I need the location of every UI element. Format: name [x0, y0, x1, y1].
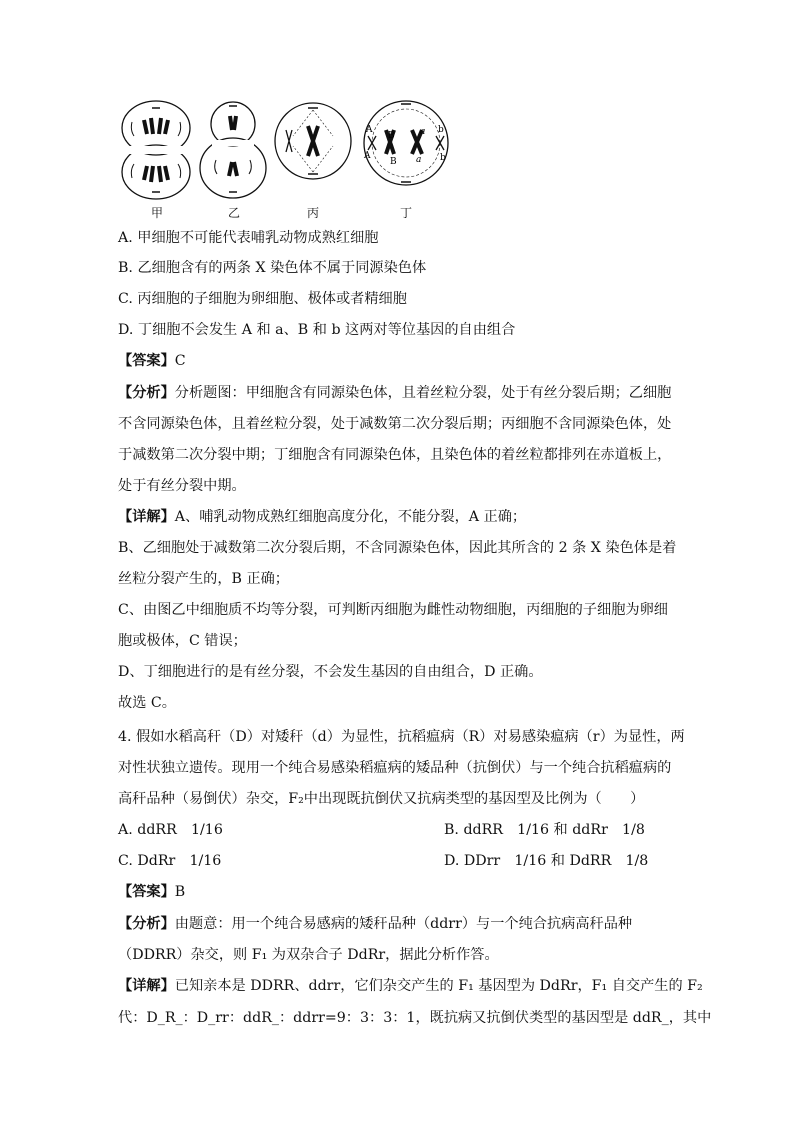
- answer-value: C: [174, 353, 186, 369]
- q3-option-d: D. 丁细胞不会发生 A 和 a、B 和 b 这两对等位基因的自由组合: [118, 322, 516, 338]
- q4-option-c: C. DdRr 1/16: [118, 853, 222, 869]
- detail-tag: 【详解】: [118, 978, 175, 994]
- analysis-text: 由题意：用一个纯合易感病的矮秆品种（ddrr）与一个纯合抗病高秆品种: [174, 916, 633, 932]
- q3-detail-line-3: 丝粒分裂产生的，B 正确；: [118, 571, 289, 587]
- caption-jia: 甲: [150, 206, 163, 220]
- q4-analysis-line-2: （DDRR）杂交，则 F₁ 为双杂合子 DdRr，据此分析作答。: [118, 947, 499, 963]
- gene-label-b2: b: [440, 153, 446, 163]
- q3-detail-line-6: D、丁细胞进行的是有丝分裂，不会发生基因的自由组合，D 正确。: [118, 664, 543, 680]
- caption-bing: 丙: [306, 206, 319, 220]
- q3-analysis-line-4: 处于有丝分裂中期。: [118, 478, 246, 494]
- q3-analysis-line-2: 不含同源染色体，且着丝粒分裂，处于减数第二次分裂后期；丙细胞不含同源染色体，处: [118, 416, 672, 432]
- q3-detail-line-5: 胞或极体，C 错误；: [118, 633, 247, 649]
- q3-detail-line-2: B、乙细胞处于减数第二次分裂后期，不含同源染色体，因此其所含的 2 条 X 染色体是着: [118, 540, 677, 556]
- q4-detail-line-2: 代：D_R_：D_rr：ddR_：ddrr=9：3：3：1，既抗病又抗倒伏类型的基因型是 ddR_，其中: [118, 1010, 712, 1026]
- detail-text: A、哺乳动物成熟红细胞高度分化，不能分裂，A 正确；: [174, 509, 527, 525]
- detail-text: 已知亲本是 DDRR、ddrr，它们杂交产生的 F₁ 基因型为 DdRr，F₁ 自交产生的 F₂: [174, 978, 703, 994]
- cell-bing: [272, 100, 354, 182]
- q4-option-b: B. ddRR 1/16 和 ddRr 1/8: [444, 822, 645, 838]
- q4-detail-line-1: [118, 976, 703, 996]
- q4-answer: [118, 882, 185, 902]
- analysis-tag: 【分析】: [118, 385, 175, 401]
- q3-analysis-line-1: [118, 383, 671, 403]
- caption-yi: 乙: [227, 206, 240, 220]
- q3-detail-line-7: 故选 C。: [118, 695, 176, 711]
- analysis-text: 分析题图：甲细胞含有同源染色体，且着丝粒分裂，处于有丝分裂后期；乙细胞: [174, 385, 672, 401]
- caption-ding: 丁: [399, 206, 412, 220]
- answer-tag: 【答案】: [118, 884, 175, 900]
- q3-option-c: C. 丙细胞的子细胞为卵细胞、极体或者精细胞: [118, 291, 407, 307]
- q3-answer: [118, 351, 186, 371]
- q3-option-a: A. 甲细胞不可能代表哺乳动物成熟红细胞: [118, 230, 379, 246]
- q4-stem-line-2: 对性状独立遗传。现用一个纯合易感染稻瘟病的矮品种（抗倒伏）与一个纯合抗稻瘟病的: [118, 760, 672, 776]
- answer-value: B: [174, 884, 186, 900]
- cell-ding: [358, 100, 454, 186]
- cell-jia: [118, 100, 194, 200]
- q3-option-b: B. 乙细胞含有的两条 X 染色体不属于同源染色体: [118, 260, 427, 276]
- detail-tag: 【详解】: [118, 509, 175, 525]
- q3-detail-line-1: [118, 507, 526, 527]
- q4-stem-line-1: 4. 假如水稻高秆（D）对矮秆（d）为显性，抗稻瘟病（R）对易感染瘟病（r）为显性，两: [118, 729, 685, 745]
- q3-analysis-line-3: 于减数第二次分裂中期；丁细胞含有同源染色体，且染色体的着丝粒都排列在赤道板上，: [118, 447, 672, 463]
- gene-label-a1: a: [420, 127, 426, 137]
- gene-label-A1: A: [366, 125, 373, 135]
- analysis-tag: 【分析】: [118, 916, 175, 932]
- q4-option-a: A. ddRR 1/16: [118, 822, 223, 838]
- gene-label-a2: a: [416, 155, 422, 165]
- q4-option-d: D. DDrr 1/16 和 DdRR 1/8: [444, 853, 649, 869]
- answer-tag: 【答案】: [118, 353, 175, 369]
- q3-detail-line-4: C、由图乙中细胞质不均等分裂，可判断丙细胞为雌性动物细胞，丙细胞的子细胞为卵细: [118, 602, 668, 618]
- cell-yi: [198, 100, 268, 200]
- cell-division-figure: [118, 100, 463, 222]
- q4-analysis-line-1: [118, 914, 632, 934]
- gene-label-B1: B: [388, 131, 395, 141]
- gene-label-B2: B: [390, 157, 397, 167]
- gene-label-A2: A: [364, 151, 371, 161]
- gene-label-b1: b: [438, 125, 444, 135]
- q4-stem-line-3: 高秆品种（易倒伏）杂交，F₂中出现既抗倒伏又抗病类型的基因型及比例为（ ）: [118, 791, 645, 807]
